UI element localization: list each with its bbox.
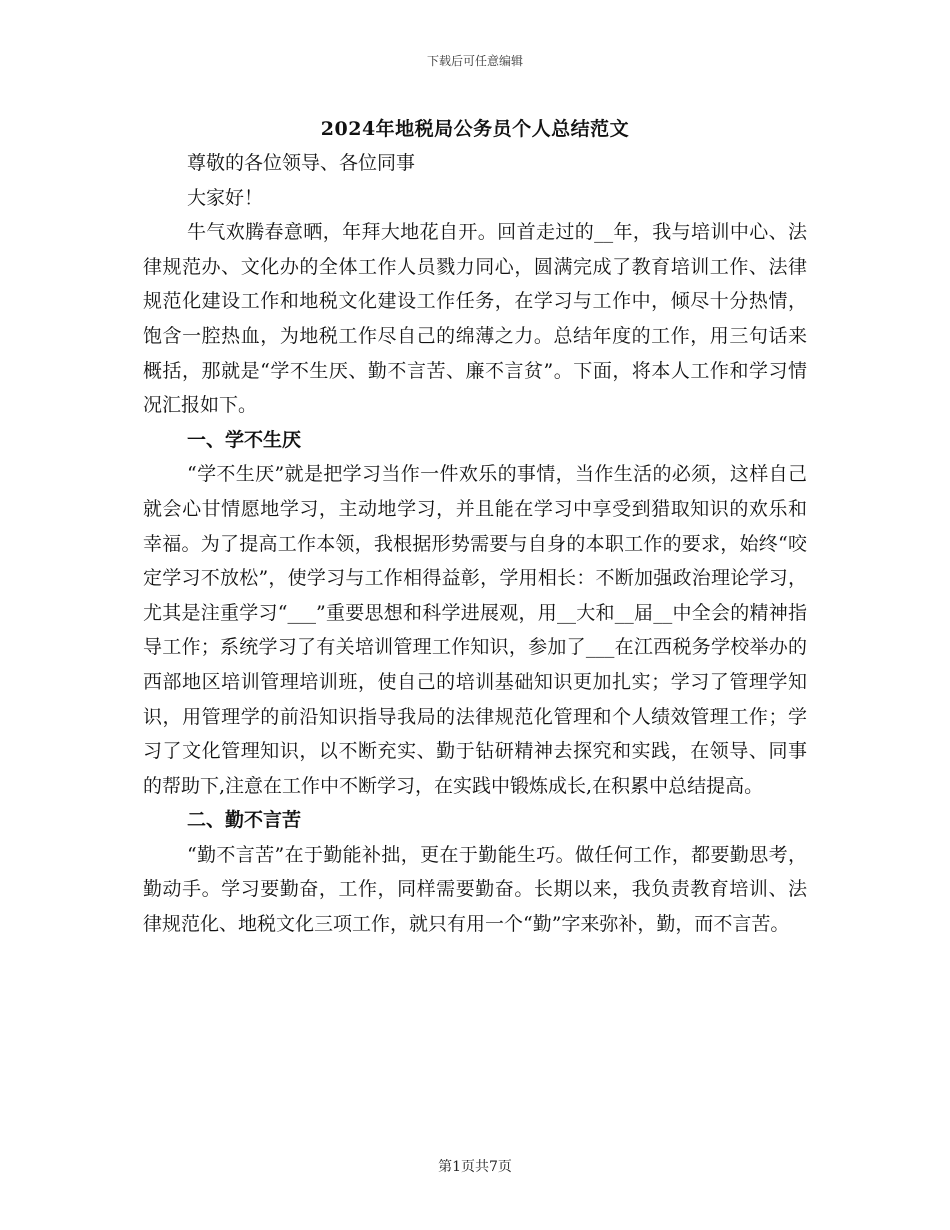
intro-paragraph: 牛气欢腾春意晒，年拜大地花自开。回首走过的__年，我与培训中心、法律规范办、文化办的全体工作人员戮力同心，圆满完成了教育培训工作、法律规范化建设工作和地税文化建设工作任务，在学习与工作中，倾尽十分热情，饱含一腔热血，为地税工作尽自己的绵薄之力。总结年度的工作，用三句话来概括，那就是“学不生厌、勤不言苦、廉不言贫”。下面，将本人工作和学习情况汇报如下。 (143, 221, 807, 417)
section-2-paragraph: “勤不言苦”在于勤能补拙，更在于勤能生巧。做任何工作，都要勤思考，勤动手。学习要勤奋，工作，同样需要勤奋。长期以来，我负责教育培训、法律规范化、地税文化三项工作，就只有用一个“勤”字来弥补，勤，而不言苦。 (143, 843, 807, 936)
greeting-line: 尊敬的各位领导、各位同事 (187, 152, 416, 174)
section-1-paragraph: “学不生厌”就是把学习当作一件欢乐的事情，当作生活的必须，这样自己就会心甘情愿地学习，主动地学习，并且能在学习中享受到猎取知识的欢乐和幸福。为了提高工作本领，我根据形势需要与自身的本职工作的要求，始终“咬定学习不放松”，使学习与工作相得益彰，学用相长：不断加强政治理论学习，尤其是注重学习“___”重要思想和科学进展观，用__大和__届__中全会的精神指导工作；系统学习了有关培训管理工作知识，参加了___在江西税务学校举办的西部地区培训管理培训班，使自己的培训基础知识更加扎实；学习了管理学知识，用管理学的前沿知识指导我局的法律规范化管理和个人绩效管理工作；学习了文化管理知识，以不断充实、勤于钻研精神去探究和实践，在领导、同事的帮助下,注意在工作中不断学习，在实践中锻炼成长,在积累中总结提高。 (143, 463, 807, 797)
page-header-note: 下载后可任意编辑 (426, 54, 523, 68)
page-footer-number: 第1页共7页 (438, 1159, 512, 1175)
document-body (143, 112, 807, 942)
document-title: 2024年地税局公务员个人总结范文 (320, 118, 630, 140)
hello-line: 大家好！ (187, 186, 264, 209)
section-1-heading: 一、学不生厌 (187, 428, 302, 451)
section-2-heading: 二、勤不言苦 (187, 809, 302, 832)
